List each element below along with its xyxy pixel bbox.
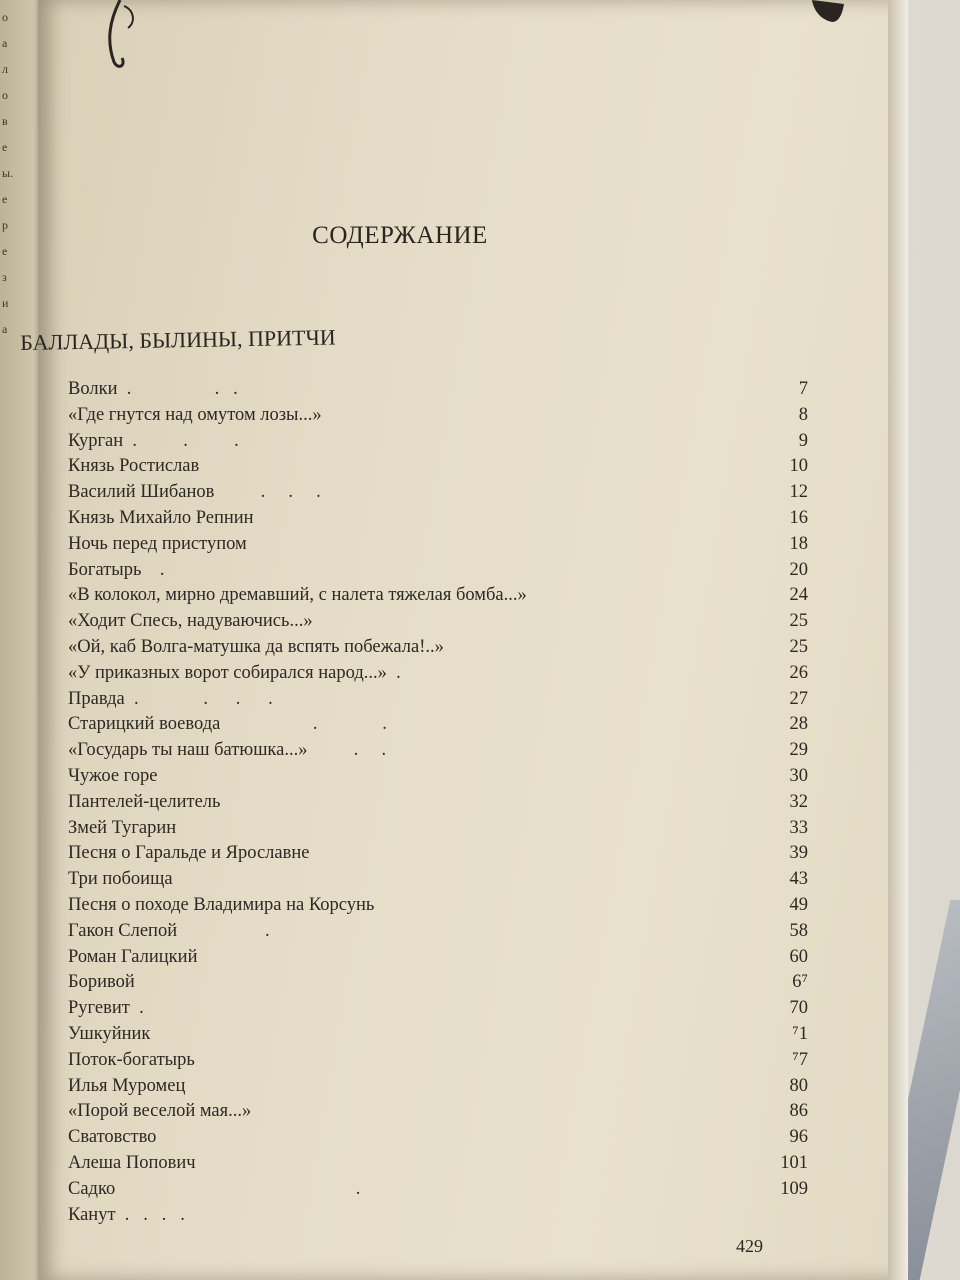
toc-entry-title: «Где гнутся над омутом лозы...» xyxy=(68,404,322,425)
toc-entry-line xyxy=(68,661,401,687)
toc-entry-title: Князь Михайло Репнин xyxy=(68,507,254,528)
toc-entry xyxy=(68,1125,808,1151)
left-page-fragment: в xyxy=(2,114,8,128)
toc-entry xyxy=(68,996,808,1022)
toc-entry-title: Правда xyxy=(68,688,125,709)
toc-entry-leader: . xyxy=(141,559,165,580)
toc-entry-line xyxy=(68,816,176,842)
left-page-fragment: а xyxy=(2,36,8,50)
toc-entry-title: «Ой, каб Волга-матушка да вспять побежала!..» xyxy=(68,636,444,657)
toc-entry-line xyxy=(68,764,158,790)
toc-entry-page: 18 xyxy=(789,533,808,554)
toc-entry xyxy=(68,609,808,635)
toc-entry-line xyxy=(68,841,309,867)
toc-entry xyxy=(68,867,808,893)
toc-entry-page: 96 xyxy=(789,1127,808,1148)
left-page-fragment: ы. xyxy=(2,166,14,180)
toc-entry-leader: . . . . xyxy=(115,1204,185,1225)
toc-entry-page: 32 xyxy=(789,791,808,812)
toc-entry-title: Ушкуйник xyxy=(68,1023,151,1044)
toc-entry-line xyxy=(68,867,173,893)
toc-entry xyxy=(68,377,808,403)
toc-entry-title: Песня о Гаральде и Ярославне xyxy=(68,843,310,864)
toc-entry xyxy=(68,970,808,996)
toc-entry-page: 101 xyxy=(780,1152,808,1173)
toc-entry xyxy=(68,893,808,919)
left-page-fragment: о xyxy=(2,88,8,102)
left-page-fragment: е xyxy=(2,192,8,206)
toc-entry-page: 26 xyxy=(789,662,808,683)
toc-entry xyxy=(68,506,808,532)
toc-entry-title: «У приказных ворот собирался народ...» xyxy=(68,662,387,683)
left-page-fragment: е xyxy=(2,244,8,258)
toc-entry-page: 6⁷ xyxy=(792,972,808,993)
toc-entry-line xyxy=(68,506,254,532)
toc-entry xyxy=(68,1177,808,1203)
toc-entry-page: ⁷7 xyxy=(792,1049,808,1070)
left-page-fragment: а xyxy=(2,322,8,336)
toc-entry-title: Чужое горе xyxy=(68,765,158,786)
toc-entry-title: Волки xyxy=(68,379,118,399)
toc-entry-page: 109 xyxy=(780,1178,808,1199)
toc-entry-title: Богатырь xyxy=(68,559,142,580)
toc-entry-title: Илья Муромец xyxy=(68,1075,186,1096)
toc-entry-line xyxy=(68,480,321,506)
toc-entry-line xyxy=(68,429,239,455)
toc-entry-line xyxy=(68,454,199,480)
ornament-right-icon xyxy=(808,0,848,24)
toc-entry-page: 12 xyxy=(789,482,808,503)
toc-entry xyxy=(68,454,808,480)
toc-entry-title: Канут xyxy=(68,1204,116,1225)
toc-entry-page: 9 xyxy=(798,430,808,451)
toc-entry-page: 86 xyxy=(789,1101,808,1122)
toc-entry xyxy=(68,712,808,738)
toc-entry xyxy=(68,635,808,661)
toc-entry xyxy=(68,1099,808,1125)
toc-entry-line xyxy=(68,970,135,996)
ornament-left-icon xyxy=(100,0,140,70)
page-number: 429 xyxy=(736,1236,763,1256)
toc-entry-line xyxy=(68,558,165,584)
toc-entry-page: 30 xyxy=(789,765,808,786)
toc-entry-page: 25 xyxy=(789,611,808,632)
toc-entry-title: Садко xyxy=(68,1178,116,1199)
toc-entry-leader: . . . xyxy=(123,430,239,451)
toc-entry-title: «Порой веселой мая...» xyxy=(68,1101,252,1122)
toc-entry-title: Роман Галицкий xyxy=(68,946,198,967)
toc-entry-line xyxy=(68,945,197,971)
toc-entry-line xyxy=(68,712,387,738)
toc-entry-line xyxy=(68,1151,196,1177)
toc-entry-page: 24 xyxy=(789,585,808,606)
left-page-fragment: и xyxy=(2,296,9,310)
toc-entry-line xyxy=(68,738,386,764)
toc-entry-page: 49 xyxy=(789,894,808,915)
toc-entry-title: Пантелей-целитель xyxy=(68,791,221,812)
left-page-fragment: з xyxy=(2,270,7,284)
toc-entry-title: Змей Тугарин xyxy=(68,817,177,838)
toc-entry-title: «В колокол, мирно дремавший, с налета тяжелая бомба...» xyxy=(68,585,527,606)
toc-entry-page: 60 xyxy=(789,946,808,967)
toc-entry-title: Три побоища xyxy=(68,869,173,890)
toc-entry-line xyxy=(68,583,527,609)
toc-entry-line xyxy=(68,1048,195,1074)
toc-entry-page: 25 xyxy=(789,636,808,657)
toc-entry-line xyxy=(68,377,238,403)
toc-entry xyxy=(68,583,808,609)
page-right-edge xyxy=(888,0,908,1280)
toc-entry-leader: . xyxy=(177,920,270,941)
section-title: БАЛЛАДЫ, БЫЛИНЫ, ПРИТЧИ xyxy=(20,324,336,355)
toc-entry-page: 39 xyxy=(789,843,808,864)
toc-entry-line xyxy=(68,1125,156,1151)
toc-entry-line xyxy=(68,919,270,945)
toc-entry-line xyxy=(68,687,273,713)
toc-entry-title: Князь Ростислав xyxy=(68,456,200,477)
toc-entry xyxy=(68,1151,808,1177)
toc-entry-page: 8 xyxy=(798,404,808,425)
toc-entry xyxy=(68,841,808,867)
toc-entry-leader: . xyxy=(129,998,144,1019)
toc-entry xyxy=(68,1048,808,1074)
toc-entry-title: Ругевит xyxy=(68,998,130,1019)
toc-entry-title: «Государь ты наш батюшка...» xyxy=(68,740,308,761)
toc-entry-page: 7 xyxy=(798,379,808,399)
toc-entry-leader: . . . xyxy=(117,379,238,399)
left-page-fragment: е xyxy=(2,140,8,154)
toc-entry-title: Гакон Слепой xyxy=(68,920,178,941)
toc-entry-page: 28 xyxy=(789,714,808,735)
toc-entry xyxy=(68,429,808,455)
left-page-fragment: о xyxy=(2,10,8,24)
toc-entry-page: 10 xyxy=(789,456,808,477)
toc-entry-page: 29 xyxy=(789,740,808,761)
toc-entry-title: Ночь перед приступом xyxy=(68,533,247,554)
toc-entry-page: 33 xyxy=(789,817,808,838)
toc-entry-title: Сватовство xyxy=(68,1127,157,1148)
toc-entry-title: Курган xyxy=(68,430,124,451)
left-page-fragment: р xyxy=(2,218,8,232)
toc-entry xyxy=(68,764,808,790)
left-page-fragment: л xyxy=(2,62,8,76)
toc-entry-line xyxy=(68,1203,185,1229)
toc-entry xyxy=(68,403,808,429)
toc-entry-line xyxy=(68,996,144,1022)
toc-entry-title: Василий Шибанов xyxy=(68,482,215,503)
toc-entry-page: 16 xyxy=(789,507,808,528)
toc-entry xyxy=(68,1203,808,1229)
toc-entry xyxy=(68,480,808,506)
toc-entry-line xyxy=(68,609,313,635)
toc-entry-leader: . . xyxy=(307,740,387,761)
toc-entry xyxy=(68,1074,808,1100)
toc-entry-page: 43 xyxy=(789,869,808,890)
toc-entry-title: Боривой xyxy=(68,972,135,993)
toc-entry-line xyxy=(68,790,220,816)
toc-entry-leader: . . xyxy=(220,714,387,735)
toc-entry-page: 58 xyxy=(789,920,808,941)
toc-entry-title: Песня о походе Владимира на Корсунь xyxy=(68,894,375,915)
toc-entry-page: 20 xyxy=(789,559,808,580)
toc-entry-page: 27 xyxy=(789,688,808,709)
toc-entry-line xyxy=(68,1022,150,1048)
toc-entry xyxy=(68,816,808,842)
toc-entry-line xyxy=(68,403,322,429)
toc-entry-page: 70 xyxy=(789,998,808,1019)
toc-entry-leader: . xyxy=(115,1178,361,1199)
page-heading: СОДЕРЖАНИЕ xyxy=(312,222,488,249)
toc-entry xyxy=(68,687,808,713)
toc-entry-line xyxy=(68,635,444,661)
toc-entry-leader: . . . . xyxy=(124,688,273,709)
toc-entry xyxy=(68,661,808,687)
toc-entry-title: «Ходит Спесь, надуваючись...» xyxy=(68,611,313,632)
toc-entry-page: 80 xyxy=(789,1075,808,1096)
toc-entry xyxy=(68,1022,808,1048)
toc-entry-line xyxy=(68,1074,185,1100)
toc-entry-leader: . . . xyxy=(214,482,321,503)
toc-entry xyxy=(68,919,808,945)
toc-entry-line xyxy=(68,1099,251,1125)
toc-entry-leader: . xyxy=(386,662,401,683)
toc-entry-page: ⁷1 xyxy=(792,1023,808,1044)
toc-entry xyxy=(68,738,808,764)
toc-entry xyxy=(68,945,808,971)
toc-entry xyxy=(68,790,808,816)
toc-entry-title: Алеша Попович xyxy=(68,1152,196,1173)
toc-entry xyxy=(68,532,808,558)
toc-entry-line xyxy=(68,1177,360,1203)
toc-entry-line xyxy=(68,532,247,558)
toc-entry xyxy=(68,558,808,584)
toc-list xyxy=(68,377,808,1228)
toc-entry-line xyxy=(68,893,374,919)
toc-entry-title: Поток-богатырь xyxy=(68,1049,195,1070)
toc-entry-title: Старицкий воевода xyxy=(68,714,221,735)
